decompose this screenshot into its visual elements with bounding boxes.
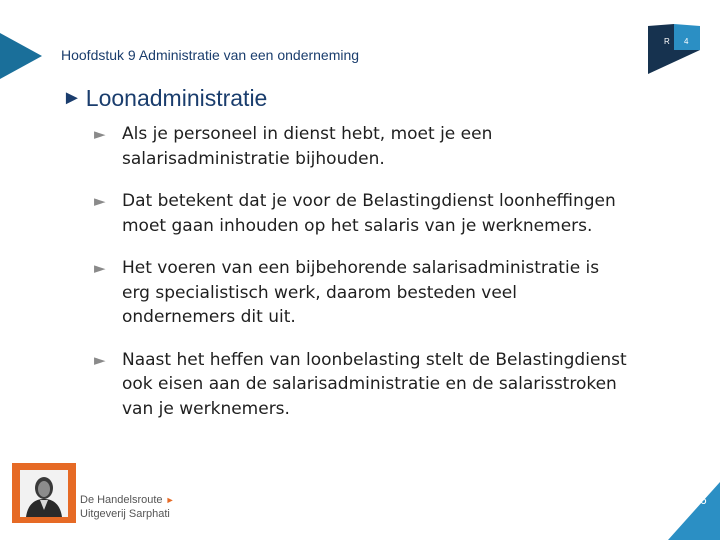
bullet-marker-icon: ► bbox=[94, 125, 106, 143]
decorative-left-arrow bbox=[0, 33, 42, 79]
bullet-item bbox=[94, 122, 704, 171]
bullet-list bbox=[94, 122, 704, 439]
bullet-line: Als je personeel in dienst hebt, moet je een bbox=[122, 124, 493, 144]
portrait-icon bbox=[20, 470, 68, 517]
slide-title-text: Loonadministratie bbox=[85, 85, 268, 111]
bullet-marker-icon: ► bbox=[94, 350, 106, 369]
page-number: 6 bbox=[700, 493, 707, 507]
title-marker-icon: ► bbox=[62, 87, 82, 109]
page-corner-triangle bbox=[668, 482, 720, 540]
bullet-item bbox=[94, 348, 704, 422]
bullet-line: Dat betekent dat je voor de Belastingdienst loonheffingen bbox=[122, 191, 616, 211]
chapter-header: Hoofdstuk 9 Administratie van een onderneming bbox=[61, 47, 360, 63]
bullet-line: erg specialistisch werk, daarom besteden veel bbox=[122, 282, 517, 303]
bullet-line: ook eisen aan de salarisadministratie en de salarisstroken bbox=[122, 374, 617, 394]
bullet-line: ondernemers dit uit. bbox=[122, 307, 296, 327]
bullet-line: moet gaan inhouden op het salaris van je werknemers. bbox=[122, 215, 593, 236]
brand-letter-r: R bbox=[664, 37, 670, 46]
publisher-logo bbox=[12, 463, 76, 523]
bullet-line: Het voeren van een bijbehorende salarisadministratie is bbox=[122, 258, 600, 278]
publisher-name bbox=[80, 494, 175, 506]
brand-logo-shape bbox=[648, 24, 700, 76]
bullet-line: van je werknemers. bbox=[122, 398, 290, 419]
publisher-imprint: Uitgeverij Sarphati bbox=[80, 508, 170, 520]
bullet-item bbox=[94, 256, 704, 330]
publisher-arrow-icon: ► bbox=[165, 495, 175, 505]
publisher-name-text: De Handelsroute bbox=[80, 494, 163, 506]
bullet-item bbox=[94, 189, 704, 238]
brand-logo bbox=[648, 24, 700, 76]
brand-letter-4: 4 bbox=[684, 37, 689, 46]
slide-title bbox=[62, 85, 267, 112]
bullet-marker-icon: ► bbox=[94, 192, 106, 210]
bullet-line: salarisadministratie bijhouden. bbox=[122, 148, 385, 169]
bullet-line: Naast het heffen van loonbelasting stelt de Belastingdienst bbox=[122, 349, 627, 370]
bullet-marker-icon: ► bbox=[94, 259, 106, 277]
